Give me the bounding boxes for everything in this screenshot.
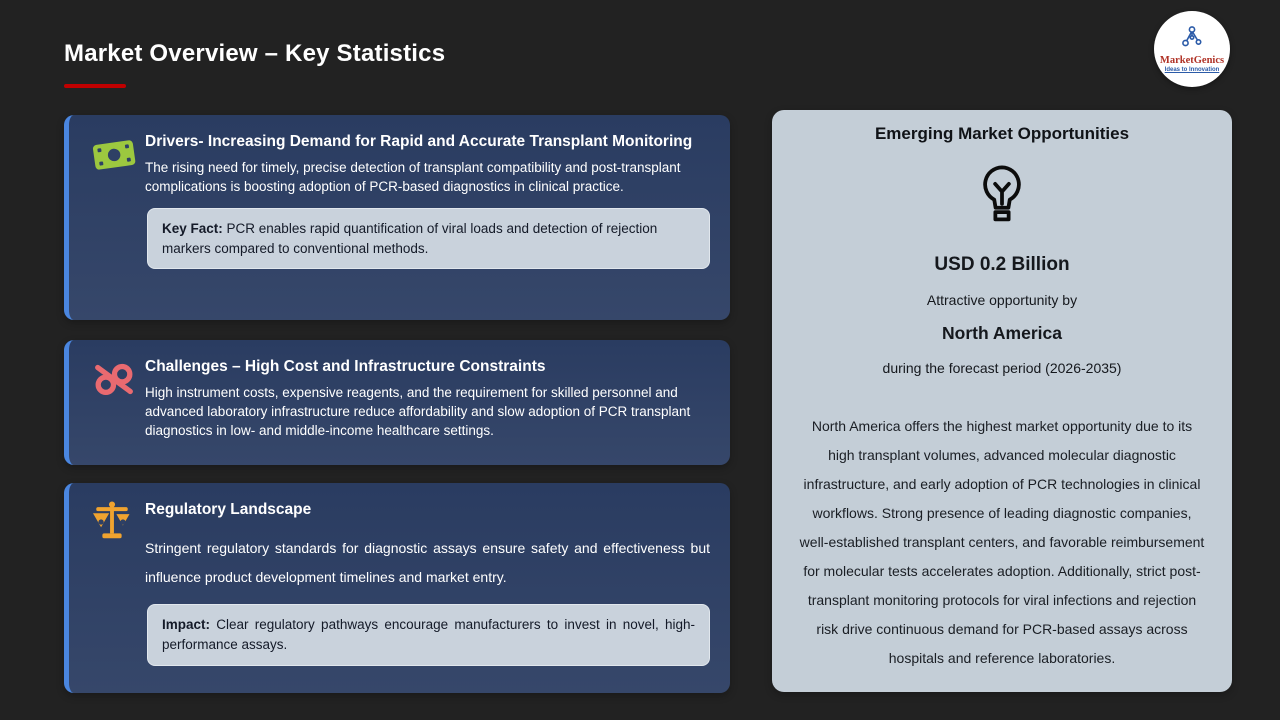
card-title: Drivers- Increasing Demand for Rapid and Accurate Transplant Monitoring — [145, 133, 693, 150]
impact-label: Impact: — [162, 617, 211, 633]
page-title: Market Overview – Key Statistics — [64, 40, 446, 67]
key-fact-label: Key Fact: — [162, 220, 223, 236]
logo-tagline: Ideas to Innovation — [1164, 67, 1220, 73]
key-fact-text: PCR enables rapid quantification of viral loads and detection of rejection markers compared to conventional methods. — [162, 220, 658, 256]
card-regulatory — [64, 483, 730, 693]
opportunity-value: USD 0.2 Billion — [934, 254, 1070, 275]
card-drivers — [64, 115, 730, 320]
card-body: Stringent regulatory standards for diagnostic assays ensure safety and effectiveness but influence product development timelines and market entry. — [145, 539, 710, 586]
impact-box — [147, 604, 710, 665]
card-body: High instrument costs, expensive reagents, and the requirement for skilled personnel and advanced laboratory infrastructure reduce affordability and slow adoption of PCR transplant diagnostics in low- and middle-income healthcare settings. — [145, 384, 691, 438]
broken-link-icon — [91, 356, 137, 402]
card-title: Regulatory Landscape — [145, 501, 312, 518]
panel-title: Emerging Market Opportunities — [874, 124, 1130, 143]
impact-text: Clear regulatory pathways encourage manufacturers to invest in novel, high-performance assays. — [162, 617, 695, 652]
card-challenges — [64, 340, 730, 465]
opportunity-description: North America offers the highest market opportunity due to its high transplant volumes, advanced molecular diagnostic infrastructure, and early adoption of PCR technologies in clinical workflows. Strong presence of leading diagnostic companies, well-established transplant centers, and favorable reimbursement for molecular tests accelerates adoption. Additionally, strict post-transplant monitoring protocols for viral infections and rejection risk drive continuous demand for PCR-based assays across hospitals and reference laboratories. — [799, 418, 1205, 666]
scales-icon — [91, 499, 137, 545]
title-accent-bar — [64, 84, 126, 88]
opportunity-period: during the forecast period (2026-2035) — [882, 360, 1122, 376]
card-title: Challenges – High Cost and Infrastructure Constraints — [145, 358, 546, 375]
emerging-opportunities-panel — [772, 110, 1232, 692]
marketgenics-logo — [1154, 11, 1230, 87]
card-body: The rising need for timely, precise detection of transplant compatibility and post-transplant complications is boosting adoption of PCR-based diagnostics in clinical practice. — [145, 159, 681, 194]
logo-name: MarketGenics — [1159, 55, 1225, 66]
lightbulb-icon — [979, 164, 1025, 226]
opportunity-region: North America — [942, 323, 1062, 343]
opportunity-subtitle: Attractive opportunity by — [926, 292, 1078, 308]
molecule-icon — [1179, 25, 1205, 54]
money-icon — [91, 131, 137, 177]
key-fact-box — [147, 208, 710, 269]
